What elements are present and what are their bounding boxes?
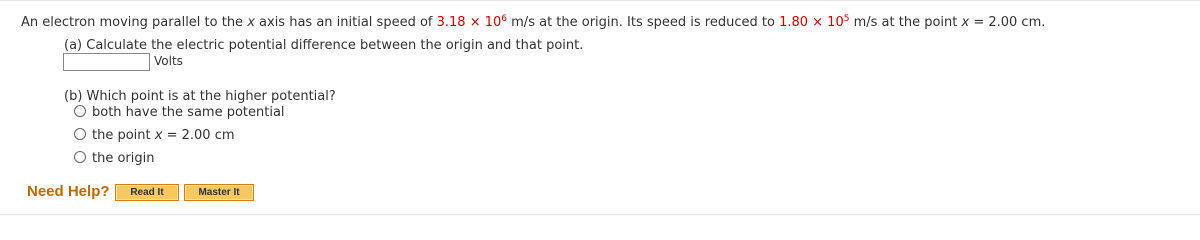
option-label: both have the same potential	[92, 105, 285, 120]
potential-difference-input[interactable]	[63, 53, 150, 71]
option-label-prefix: the point	[92, 128, 155, 143]
option-origin[interactable]	[74, 150, 154, 168]
option-point-x[interactable]	[74, 127, 235, 145]
final-speed-times: × 10	[808, 15, 844, 30]
bottom-divider	[0, 214, 1200, 215]
option-same-potential[interactable]	[74, 104, 285, 122]
initial-speed-times: × 10	[465, 15, 502, 30]
radio-button-icon[interactable]	[74, 105, 86, 117]
question-unit1: m/s at the origin. Its speed is reduced to	[507, 15, 780, 30]
initial-speed-exponent: 6	[501, 14, 508, 24]
part-b-prompt: (b) Which point is at the higher potential?	[64, 89, 336, 104]
initial-speed	[437, 15, 507, 30]
initial-speed-mantissa: 3.18	[436, 15, 466, 30]
part-a-prompt: (a) Calculate the electric potential difference between the origin and that point.	[64, 38, 584, 53]
option-label-var: x	[154, 128, 163, 143]
option-label: the origin	[92, 151, 155, 166]
master-it-button[interactable]: Master It	[184, 184, 254, 201]
question-unit2: m/s at the point	[849, 15, 962, 30]
top-divider	[0, 0, 1200, 1]
question-x-var-2: x	[961, 15, 970, 30]
question-intro: An electron moving parallel to the	[21, 15, 248, 30]
radio-button-icon[interactable]	[74, 128, 86, 140]
question-eq: = 2.00 cm.	[969, 15, 1046, 30]
final-speed-exponent: 5	[843, 14, 850, 24]
radio-button-icon[interactable]	[74, 151, 86, 163]
question-mid: axis has an initial speed of	[254, 15, 437, 30]
final-speed	[779, 15, 849, 30]
read-it-button[interactable]: Read It	[115, 184, 179, 201]
need-help-title: Need Help?	[27, 183, 110, 200]
question-text	[21, 14, 1045, 32]
unit-label: Volts	[149, 53, 187, 69]
question-x-var: x	[247, 15, 255, 30]
need-help-bar	[27, 183, 110, 201]
option-label-suffix: = 2.00 cm	[162, 128, 235, 143]
final-speed-mantissa: 1.80	[779, 15, 809, 30]
